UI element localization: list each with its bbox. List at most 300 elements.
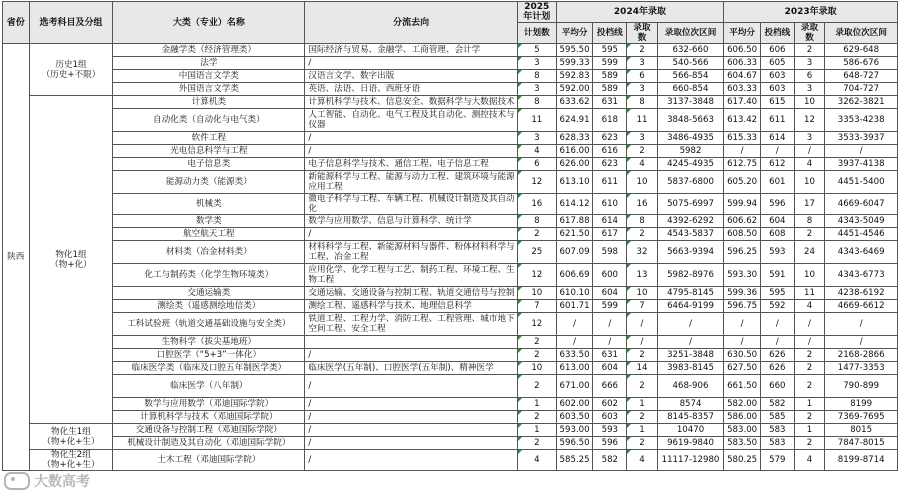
direction-cell: / — [305, 228, 518, 241]
avg-2023-cell: 605.20 — [724, 171, 761, 194]
header-province: 省份 — [3, 2, 30, 44]
direction-cell: / — [305, 375, 518, 398]
avg-2023-cell: 593.30 — [724, 264, 761, 287]
direction-cell: 人工智能、自动化、电气工程及其自动化、测控技术与仪器 — [305, 109, 518, 132]
avg-2024-cell: 624.91 — [556, 109, 593, 132]
header-major: 大类（专业）名称 — [113, 2, 305, 44]
avg-2023-cell: / — [724, 313, 761, 336]
direction-cell: / — [305, 398, 518, 411]
direction-cell: / — [305, 450, 518, 471]
table-row — [3, 362, 898, 375]
rank-2023-cell: 4669-6047 — [825, 194, 898, 215]
rank-2023-cell: 7369-7695 — [825, 411, 898, 424]
line-2024-cell: 604 — [593, 287, 627, 300]
rank-2024-cell: / — [657, 336, 723, 349]
admitted-2024-cell: 10 — [627, 171, 658, 194]
header-plan-count: 计划数 — [517, 23, 556, 44]
table-row — [3, 83, 898, 96]
major-name-cell: 法学 — [113, 57, 305, 70]
admitted-2024-cell: 16 — [627, 194, 658, 215]
major-name-cell: 计算机科学与技术（邓迪国际学院） — [113, 411, 305, 424]
major-name-cell: 光电信息科学与工程 — [113, 145, 305, 158]
plan-count-cell: 2 — [517, 228, 556, 241]
avg-2023-cell: 580.25 — [724, 450, 761, 471]
table-row — [3, 437, 898, 450]
avg-2024-cell: 616.00 — [556, 145, 593, 158]
avg-2024-cell: 599.33 — [556, 57, 593, 70]
line-2023-cell: 612 — [760, 158, 794, 171]
major-name-cell: 机械设计制造及其自动化（邓迪国际学院） — [113, 437, 305, 450]
admitted-2024-cell: 2 — [627, 44, 658, 57]
direction-cell: / — [305, 132, 518, 145]
line-2023-cell: 579 — [760, 450, 794, 471]
plan-count-cell: 2 — [517, 411, 556, 424]
avg-2023-cell: 612.75 — [724, 158, 761, 171]
avg-2023-cell: 606.33 — [724, 57, 761, 70]
avg-2023-cell: 617.40 — [724, 96, 761, 109]
avg-2023-cell: 606.50 — [724, 44, 761, 57]
direction-cell: 测绘工程、遥感科学与技术、地理信息科学 — [305, 300, 518, 313]
line-2024-cell: 600 — [593, 264, 627, 287]
avg-2024-cell: 671.00 — [556, 375, 593, 398]
plan-count-cell: 8 — [517, 96, 556, 109]
admitted-2024-cell: 1 — [627, 398, 658, 411]
line-2023-cell: 626 — [760, 362, 794, 375]
major-name-cell: 计算机类 — [113, 96, 305, 109]
direction-cell: 应用化学、化学工程与工艺、制药工程、环境工程、生物工程 — [305, 264, 518, 287]
rank-2023-cell: 4451-5400 — [825, 171, 898, 194]
plan-count-cell: 1 — [517, 398, 556, 411]
plan-count-cell: 25 — [517, 241, 556, 264]
avg-2024-cell: 614.12 — [556, 194, 593, 215]
line-2024-cell: 623 — [593, 158, 627, 171]
avg-2024-cell: 613.10 — [556, 171, 593, 194]
major-name-cell: 交通设备与控制工程（邓迪国际学院） — [113, 424, 305, 437]
admitted-2024-cell: 2 — [627, 349, 658, 362]
table-row — [3, 264, 898, 287]
avg-2023-cell: 599.94 — [724, 194, 761, 215]
avg-2023-cell: / — [724, 145, 761, 158]
admission-table — [2, 1, 898, 471]
line-2023-cell: 583 — [760, 424, 794, 437]
admitted-2023-cell: 3 — [794, 57, 825, 70]
table-row — [3, 336, 898, 349]
plan-count-cell: 12 — [517, 171, 556, 194]
direction-cell: 计算机科学与技术、信息安全、数据科学与大数据技术 — [305, 96, 518, 109]
line-2024-cell: 603 — [593, 411, 627, 424]
admitted-2024-cell: 2 — [627, 375, 658, 398]
line-2023-cell: 626 — [760, 349, 794, 362]
direction-cell: 材料科学与工程、新能源材料与器件、粉体材料科学与工程、冶金工程 — [305, 241, 518, 264]
major-name-cell: 化工与制药类（化学生物环境类） — [113, 264, 305, 287]
table-row — [3, 158, 898, 171]
rank-2023-cell: / — [825, 336, 898, 349]
avg-2023-cell: 613.42 — [724, 109, 761, 132]
line-2023-cell: 660 — [760, 375, 794, 398]
plan-count-cell: 8 — [517, 215, 556, 228]
avg-2023-cell: 606.62 — [724, 215, 761, 228]
table-row — [3, 109, 898, 132]
rank-2024-cell: 6464-9199 — [657, 300, 723, 313]
plan-count-cell: 10 — [517, 362, 556, 375]
major-name-cell: 交通运输类 — [113, 287, 305, 300]
avg-2024-cell: 633.62 — [556, 96, 593, 109]
subject-group-cell: 物化1组 （物+化） — [29, 96, 113, 424]
line-2024-cell: 589 — [593, 70, 627, 83]
direction-cell: 铁道工程、工程力学、消防工程、工程管理、城市地下空间工程、安全工程 — [305, 313, 518, 336]
rank-2024-cell: 3983-8145 — [657, 362, 723, 375]
avg-2023-cell: 630.50 — [724, 349, 761, 362]
direction-cell: 汉语言文学、数字出版 — [305, 70, 518, 83]
table-row — [3, 450, 898, 471]
avg-2024-cell: 585.25 — [556, 450, 593, 471]
watermark-logo-icon — [4, 472, 30, 490]
rank-2024-cell: 540-566 — [657, 57, 723, 70]
table-row — [3, 171, 898, 194]
line-2024-cell: 617 — [593, 228, 627, 241]
header-2024-line: 投档线 — [593, 23, 627, 44]
avg-2023-cell: 583.50 — [724, 437, 761, 450]
plan-count-cell: 8 — [517, 70, 556, 83]
line-2024-cell: 589 — [593, 83, 627, 96]
major-name-cell: 材料类（冶金材料类） — [113, 241, 305, 264]
line-2024-cell: 618 — [593, 109, 627, 132]
line-2024-cell: 602 — [593, 398, 627, 411]
plan-count-cell: 10 — [517, 287, 556, 300]
table-row — [3, 287, 898, 300]
admitted-2023-cell: 10 — [794, 264, 825, 287]
avg-2024-cell: 601.71 — [556, 300, 593, 313]
table-row — [3, 300, 898, 313]
admitted-2023-cell: 6 — [794, 70, 825, 83]
rank-2024-cell: 5837-6800 — [657, 171, 723, 194]
direction-cell: 电子信息科学与技术、通信工程、电子信息工程 — [305, 158, 518, 171]
avg-2023-cell: 583.00 — [724, 424, 761, 437]
plan-count-cell: 11 — [517, 109, 556, 132]
admitted-2023-cell: 10 — [794, 171, 825, 194]
major-name-cell: 测绘类（遥感测绘地信类） — [113, 300, 305, 313]
line-2023-cell: 592 — [760, 300, 794, 313]
plan-count-cell: 12 — [517, 313, 556, 336]
admitted-2024-cell: 14 — [627, 362, 658, 375]
admitted-2024-cell: / — [627, 313, 658, 336]
admitted-2023-cell: 2 — [794, 411, 825, 424]
admitted-2023-cell: 1 — [794, 424, 825, 437]
header-2024: 2024年录取 — [556, 2, 724, 23]
table-row — [3, 145, 898, 158]
line-2024-cell: 666 — [593, 375, 627, 398]
admitted-2023-cell: 2 — [794, 375, 825, 398]
admitted-2023-cell: 3 — [794, 83, 825, 96]
line-2023-cell: 606 — [760, 44, 794, 57]
plan-count-cell: 2 — [517, 336, 556, 349]
subject-group-cell: 历史1组 （历史+不限） — [29, 44, 113, 96]
plan-count-cell: 3 — [517, 132, 556, 145]
line-2024-cell: 614 — [593, 215, 627, 228]
avg-2023-cell: 661.50 — [724, 375, 761, 398]
direction-cell: 英语、法语、日语、西班牙语 — [305, 83, 518, 96]
line-2024-cell: / — [593, 336, 627, 349]
rank-2024-cell: 3251-3848 — [657, 349, 723, 362]
line-2023-cell: 603 — [760, 83, 794, 96]
admitted-2023-cell: 2 — [794, 349, 825, 362]
rank-2024-cell: 4392-6292 — [657, 215, 723, 228]
avg-2024-cell: 593.00 — [556, 424, 593, 437]
table-row — [3, 313, 898, 336]
line-2024-cell: 631 — [593, 349, 627, 362]
line-2024-cell: 610 — [593, 194, 627, 215]
line-2024-cell: 604 — [593, 362, 627, 375]
table-row — [3, 70, 898, 83]
direction-cell: / — [305, 437, 518, 450]
table-row — [3, 375, 898, 398]
line-2023-cell: 585 — [760, 411, 794, 424]
major-name-cell: 机械类 — [113, 194, 305, 215]
admitted-2024-cell: 3 — [627, 57, 658, 70]
admitted-2024-cell: 4 — [627, 450, 658, 471]
table-row — [3, 241, 898, 264]
line-2024-cell: 595 — [593, 44, 627, 57]
admitted-2023-cell: 2 — [794, 437, 825, 450]
major-name-cell: 能源动力类（能源类） — [113, 171, 305, 194]
admitted-2023-cell: / — [794, 336, 825, 349]
avg-2024-cell: / — [556, 336, 593, 349]
admitted-2024-cell: 1 — [627, 424, 658, 437]
admitted-2023-cell: 10 — [794, 96, 825, 109]
line-2023-cell: / — [760, 145, 794, 158]
avg-2024-cell: 603.50 — [556, 411, 593, 424]
plan-count-cell: 7 — [517, 300, 556, 313]
admitted-2023-cell: 4 — [794, 450, 825, 471]
direction-cell: / — [305, 411, 518, 424]
avg-2024-cell: 633.50 — [556, 349, 593, 362]
plan-count-cell: 3 — [517, 83, 556, 96]
direction-cell: 微电子科学与工程、车辆工程、机械设计制造及其自动化 — [305, 194, 518, 215]
admitted-2024-cell: 8 — [627, 215, 658, 228]
rank-2024-cell: 8574 — [657, 398, 723, 411]
rank-2024-cell: 4543-5837 — [657, 228, 723, 241]
avg-2024-cell: 610.10 — [556, 287, 593, 300]
watermark — [4, 471, 90, 491]
plan-count-cell: 12 — [517, 264, 556, 287]
header-subject-group: 选考科目及分组 — [29, 2, 113, 44]
avg-2024-cell: 626.00 — [556, 158, 593, 171]
header-plan-2025: 2025年计划 — [517, 2, 556, 23]
rank-2023-cell: 7847-8015 — [825, 437, 898, 450]
rank-2023-cell: / — [825, 313, 898, 336]
plan-count-cell: 2 — [517, 349, 556, 362]
avg-2023-cell: 586.00 — [724, 411, 761, 424]
plan-count-cell: 1 — [517, 424, 556, 437]
line-2024-cell: 596 — [593, 437, 627, 450]
direction-cell: 新能源科学与工程、能源与动力工程、建筑环境与能源应用工程 — [305, 171, 518, 194]
rank-2023-cell: 2168-2866 — [825, 349, 898, 362]
admitted-2023-cell: 2 — [794, 362, 825, 375]
plan-count-cell: 4 — [517, 450, 556, 471]
avg-2023-cell: 603.33 — [724, 83, 761, 96]
rank-2024-cell: 566-854 — [657, 70, 723, 83]
rank-2024-cell: 8145-8357 — [657, 411, 723, 424]
header-2023-admitted: 录取数 — [794, 23, 825, 44]
rank-2024-cell: 3848-5663 — [657, 109, 723, 132]
direction-cell — [305, 336, 518, 349]
major-name-cell: 外国语言文学类 — [113, 83, 305, 96]
avg-2024-cell: 607.09 — [556, 241, 593, 264]
plan-count-cell: 2 — [517, 375, 556, 398]
line-2024-cell: 582 — [593, 450, 627, 471]
direction-cell: 国际经济与贸易、金融学、工商管理、会计学 — [305, 44, 518, 57]
rank-2024-cell: 3486-4935 — [657, 132, 723, 145]
rank-2023-cell: / — [825, 145, 898, 158]
admitted-2023-cell: 24 — [794, 241, 825, 264]
line-2023-cell: 583 — [760, 437, 794, 450]
line-2023-cell: / — [760, 313, 794, 336]
major-name-cell: 数学与应用数学（邓迪国际学院） — [113, 398, 305, 411]
avg-2024-cell: 592.83 — [556, 70, 593, 83]
direction-cell: 数学与应用数学、信息与计算科学、统计学 — [305, 215, 518, 228]
line-2023-cell: / — [760, 336, 794, 349]
rank-2023-cell: 704-727 — [825, 83, 898, 96]
subject-group-cell: 物化生2组 （物+化+生） — [29, 450, 113, 471]
admitted-2023-cell: 2 — [794, 228, 825, 241]
plan-count-cell: 4 — [517, 145, 556, 158]
table-row — [3, 398, 898, 411]
line-2023-cell: 603 — [760, 70, 794, 83]
watermark-text: 大数高考 — [34, 474, 90, 490]
admitted-2024-cell: 6 — [627, 70, 658, 83]
province-cell: 陕西 — [3, 44, 30, 471]
line-2024-cell: 593 — [593, 424, 627, 437]
line-2023-cell: 596 — [760, 194, 794, 215]
plan-count-cell: 2 — [517, 437, 556, 450]
header-2023-rank: 录取位次区间 — [825, 23, 898, 44]
rank-2023-cell: 4343-6469 — [825, 241, 898, 264]
rank-2023-cell: 629-648 — [825, 44, 898, 57]
avg-2023-cell: 604.67 — [724, 70, 761, 83]
rank-2024-cell: 660-854 — [657, 83, 723, 96]
admitted-2024-cell: 8 — [627, 96, 658, 109]
line-2024-cell: 616 — [593, 145, 627, 158]
direction-cell: / — [305, 424, 518, 437]
line-2024-cell: 623 — [593, 132, 627, 145]
line-2024-cell: 631 — [593, 96, 627, 109]
avg-2023-cell: 627.50 — [724, 362, 761, 375]
admitted-2023-cell: 11 — [794, 287, 825, 300]
major-name-cell: 金融学类（经济管理类） — [113, 44, 305, 57]
rank-2024-cell: 4245-4935 — [657, 158, 723, 171]
line-2024-cell: 599 — [593, 57, 627, 70]
header-2024-admitted: 录取数 — [627, 23, 658, 44]
direction-cell: / — [305, 349, 518, 362]
subject-group-cell: 物化生1组 （物+化+生） — [29, 424, 113, 450]
plan-count-cell: 3 — [517, 57, 556, 70]
rank-2024-cell: 4795-8145 — [657, 287, 723, 300]
header-2023: 2023年录取 — [724, 2, 898, 23]
avg-2023-cell: 596.25 — [724, 241, 761, 264]
avg-2024-cell: 602.00 — [556, 398, 593, 411]
admitted-2023-cell: 4 — [794, 300, 825, 313]
header-2023-avg: 平均分 — [724, 23, 761, 44]
rank-2023-cell: 4238-6192 — [825, 287, 898, 300]
rank-2023-cell: 8015 — [825, 424, 898, 437]
avg-2024-cell: 613.00 — [556, 362, 593, 375]
table-row — [3, 44, 898, 57]
admitted-2023-cell: / — [794, 145, 825, 158]
line-2023-cell: 591 — [760, 264, 794, 287]
rank-2023-cell: 8199 — [825, 398, 898, 411]
avg-2023-cell: 615.33 — [724, 132, 761, 145]
table-row — [3, 349, 898, 362]
line-2023-cell: 614 — [760, 132, 794, 145]
avg-2024-cell: 621.50 — [556, 228, 593, 241]
major-name-cell: 生物科学（拔尖基地班） — [113, 336, 305, 349]
plan-count-cell: 6 — [517, 158, 556, 171]
table-row — [3, 57, 898, 70]
rank-2023-cell: 3937-4138 — [825, 158, 898, 171]
rank-2024-cell: 632-660 — [657, 44, 723, 57]
header-direction: 分流去向 — [305, 2, 518, 44]
avg-2024-cell: / — [556, 313, 593, 336]
line-2024-cell: 598 — [593, 241, 627, 264]
plan-count-cell: 16 — [517, 194, 556, 215]
major-name-cell: 电子信息类 — [113, 158, 305, 171]
header-2024-rank: 录取位次区间 — [657, 23, 723, 44]
rank-2023-cell: 4343-6773 — [825, 264, 898, 287]
avg-2024-cell: 606.69 — [556, 264, 593, 287]
line-2023-cell: 582 — [760, 398, 794, 411]
line-2023-cell: 604 — [760, 215, 794, 228]
major-name-cell: 临床医学（八年制） — [113, 375, 305, 398]
line-2023-cell: 601 — [760, 171, 794, 194]
rank-2023-cell: 4451-4546 — [825, 228, 898, 241]
major-name-cell: 工科试验班（轨道交通基础设施与安全类） — [113, 313, 305, 336]
rank-2024-cell: 5982-8976 — [657, 264, 723, 287]
rank-2023-cell: 3353-4238 — [825, 109, 898, 132]
rank-2023-cell: 3533-3937 — [825, 132, 898, 145]
avg-2024-cell: 595.50 — [556, 44, 593, 57]
avg-2024-cell: 592.00 — [556, 83, 593, 96]
table-body — [3, 44, 898, 471]
rank-2023-cell: 8199-8714 — [825, 450, 898, 471]
avg-2023-cell: 596.75 — [724, 300, 761, 313]
direction-cell: 交通运输、交通设备与控制工程、轨道交通信号与控制 — [305, 287, 518, 300]
avg-2023-cell: 608.50 — [724, 228, 761, 241]
admitted-2023-cell: 12 — [794, 109, 825, 132]
line-2023-cell: 593 — [760, 241, 794, 264]
line-2023-cell: 615 — [760, 96, 794, 109]
line-2024-cell: / — [593, 313, 627, 336]
admitted-2023-cell: 8 — [794, 215, 825, 228]
avg-2024-cell: 617.88 — [556, 215, 593, 228]
rank-2023-cell: 4343-5049 — [825, 215, 898, 228]
direction-cell: / — [305, 57, 518, 70]
admitted-2023-cell: / — [794, 313, 825, 336]
line-2023-cell: 608 — [760, 228, 794, 241]
avg-2023-cell: 599.36 — [724, 287, 761, 300]
major-name-cell: 数学类 — [113, 215, 305, 228]
rank-2024-cell: 468-906 — [657, 375, 723, 398]
admitted-2024-cell: 13 — [627, 264, 658, 287]
major-name-cell: 临床医学类（临床及口腔五年制医学类） — [113, 362, 305, 375]
admitted-2024-cell: 2 — [627, 228, 658, 241]
major-name-cell: 自动化类（自动化与电气类） — [113, 109, 305, 132]
admitted-2024-cell: / — [627, 336, 658, 349]
rank-2023-cell: 3262-3821 — [825, 96, 898, 109]
table-row — [3, 424, 898, 437]
line-2023-cell: 611 — [760, 109, 794, 132]
avg-2024-cell: 628.33 — [556, 132, 593, 145]
major-name-cell: 口腔医学（“5+3”一体化） — [113, 349, 305, 362]
